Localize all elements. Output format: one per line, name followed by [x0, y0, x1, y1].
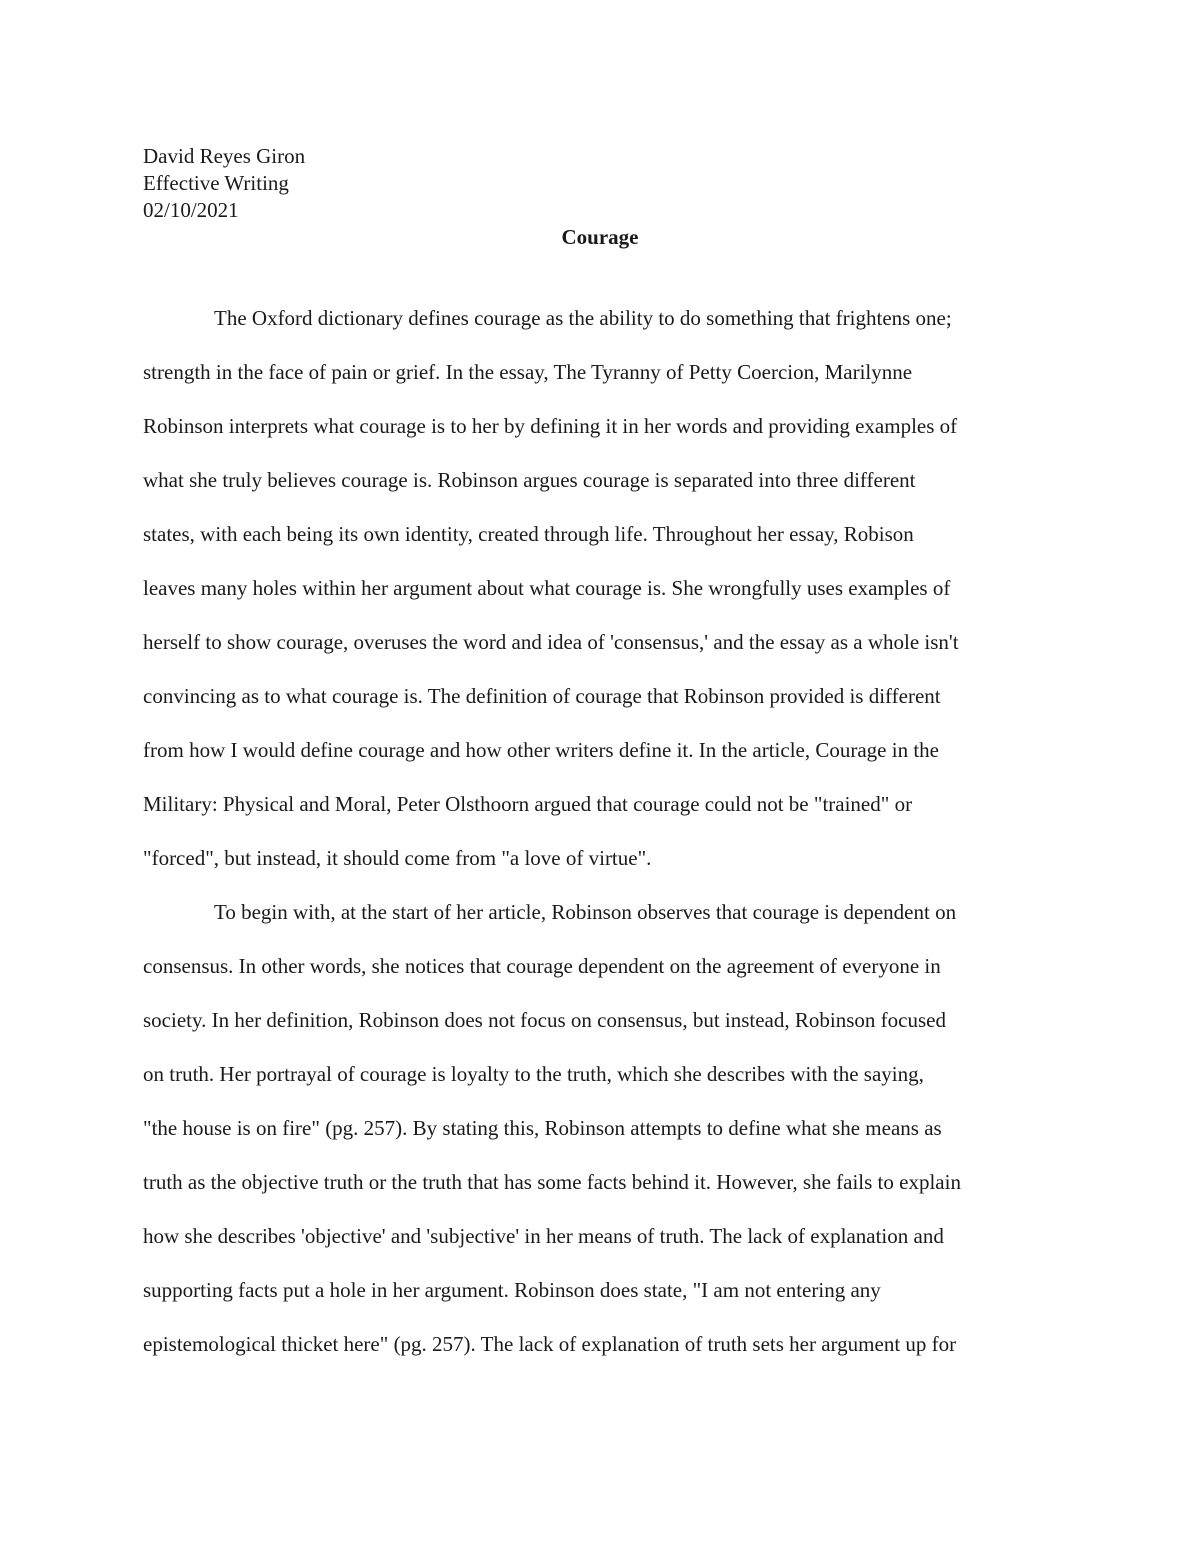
body-line: To begin with, at the start of her article, Robinson observes that courage is dependent on — [214, 900, 957, 924]
body-line: how she describes 'objective' and 'subjective' in her means of truth. The lack of explanation and — [143, 1224, 944, 1248]
body-line: Military: Physical and Moral, Peter Olsthoorn argued that courage could not be "trained" or — [143, 792, 913, 816]
body-line: leaves many holes within her argument about what courage is. She wrongfully uses examples of — [143, 576, 951, 600]
body-line: consensus. In other words, she notices that courage dependent on the agreement of everyone in — [143, 954, 941, 978]
body-line: society. In her definition, Robinson does not focus on consensus, but instead, Robinson focused — [143, 1008, 946, 1032]
body-line: The Oxford dictionary defines courage as the ability to do something that frightens one; — [214, 306, 952, 330]
body-line: truth as the objective truth or the truth that has some facts behind it. However, she fails to explain — [143, 1170, 961, 1194]
body-line: "the house is on fire" (pg. 257). By stating this, Robinson attempts to define what she means as — [143, 1116, 942, 1140]
body-line: states, with each being its own identity, created through life. Throughout her essay, Robison — [143, 522, 914, 546]
body-line: epistemological thicket here" (pg. 257). The lack of explanation of truth sets her argument up for — [143, 1332, 957, 1356]
body-line: "forced", but instead, it should come from "a love of virtue". — [143, 846, 652, 870]
body-line: Robinson interprets what courage is to her by defining it in her words and providing examples of — [143, 414, 958, 438]
body-line: supporting facts put a hole in her argument. Robinson does state, "I am not entering any — [143, 1278, 881, 1302]
course-name: Effective Writing — [143, 171, 289, 195]
body-line: strength in the face of pain or grief. In the essay, The Tyranny of Petty Coercion, Marilynne — [143, 360, 913, 384]
author-name: David Reyes Giron — [143, 144, 306, 168]
body-line: what she truly believes courage is. Robinson argues courage is separated into three different — [143, 468, 916, 492]
body-line: convincing as to what courage is. The definition of courage that Robinson provided is different — [143, 684, 941, 708]
body-line: from how I would define courage and how other writers define it. In the article, Courage in the — [143, 738, 939, 762]
body-line: herself to show courage, overuses the word and idea of 'consensus,' and the essay as a whole isn't — [143, 630, 959, 654]
essay-title: Courage — [561, 225, 639, 249]
body-line: on truth. Her portrayal of courage is loyalty to the truth, which she describes with the saying, — [143, 1062, 924, 1086]
document-header — [143, 143, 305, 224]
document-date: 02/10/2021 — [143, 198, 239, 222]
